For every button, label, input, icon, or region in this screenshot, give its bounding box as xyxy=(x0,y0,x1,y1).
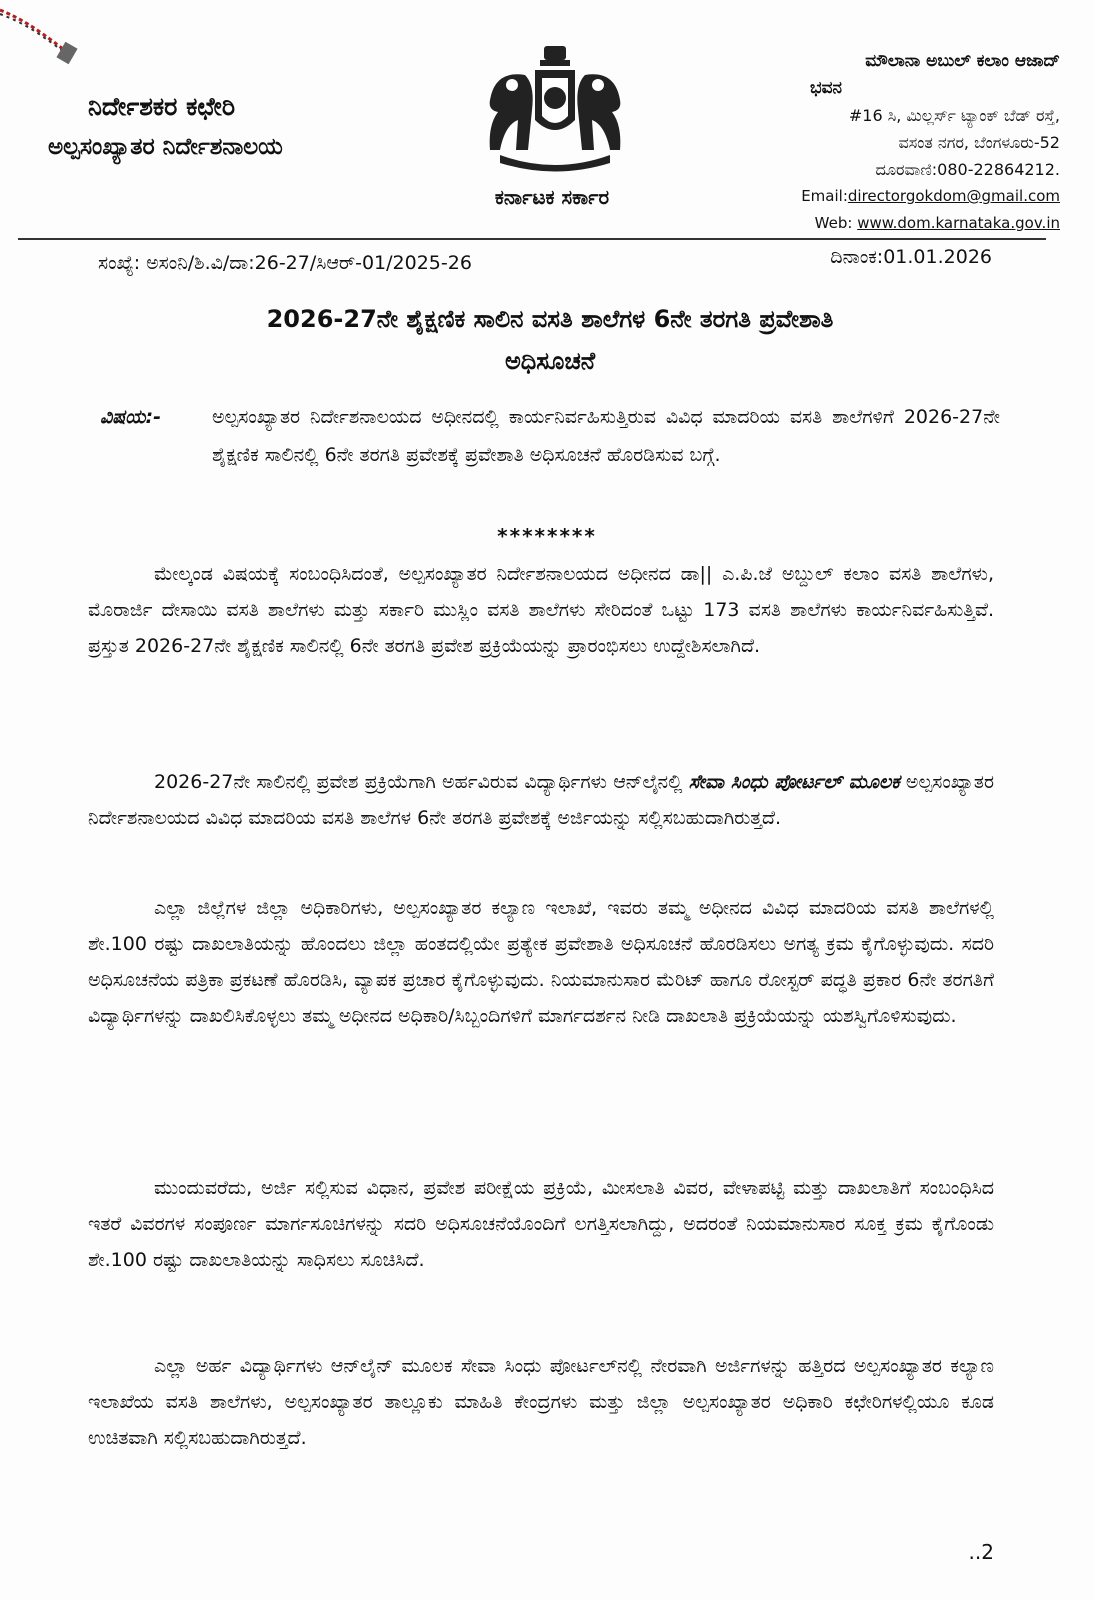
government-name: ಕರ್ನಾಟಕ ಸರ್ಕಾರ xyxy=(494,185,610,209)
subject-block xyxy=(100,398,1000,474)
separator: ******** xyxy=(497,524,597,548)
phone-number: ದೂರವಾಣಿ:080-22864212. xyxy=(875,160,1060,179)
subject-label: ವಿಷಯ:- xyxy=(100,406,162,428)
paragraph-1: ಮೇಲ್ಕಂಡ ವಿಷಯಕ್ಕೆ ಸಂಬಂಧಿಸಿದಂತೆ, ಅಲ್ಪಸಂಖ್ಯಾತರ ನಿರ್ದೇಶನಾಲಯದ ಅಧೀನದ ಡಾ|| ಎ.ಪಿ.ಜೆ ಅಬ್ದುಲ್ ಕಲಾಂ ವಸತಿ ಶಾಲೆಗಳು, ಮೊರಾರ್ಜಿ ದೇಸಾಯಿ ವಸತಿ ಶಾಲೆಗಳು ಮತ್ತು ಸರ್ಕಾರಿ ಮುಸ್ಲಿಂ ವಸತಿ ಶಾಲೆಗಳು ಸೇರಿದಂತೆ ಒಟ್ಟು 173 ವಸತಿ ಶಾಲೆಗಳು ಕಾರ್ಯನಿರ್ವಹಿಸುತ್ತಿವೆ. ಪ್ರಸ್ತುತ 2026-27ನೇ ಶೈಕ್ಷಣಿಕ ಸಾಲಿನಲ್ಲಿ 6ನೇ ತರಗತಿ ಪ್ರವೇಶ ಪ್ರಕ್ರಿಯೆಯನ್ನು ಪ್ರಾರಂಭಿಸಲು ಉದ್ದೇಶಿಸಲಾಗಿದೆ. xyxy=(88,563,994,657)
paragraph-5: ಎಲ್ಲಾ ಅರ್ಹ ವಿದ್ಯಾರ್ಥಿಗಳು ಆನ್‌ಲೈನ್ ಮೂಲಕ ಸೇವಾ ಸಿಂಧು ಪೋರ್ಟಲ್‌ನಲ್ಲಿ ನೇರವಾಗಿ ಅರ್ಜಿಗಳನ್ನು ಹತ್ತಿರದ ಅಲ್ಪಸಂಖ್ಯಾತರ ಕಲ್ಯಾಣ ಇಲಾಖೆಯ ವಸತಿ ಶಾಲೆಗಳು, ಅಲ್ಪಸಂಖ್ಯಾತರ ತಾಲ್ಲೂಕು ಮಾಹಿತಿ ಕೇಂದ್ರಗಳು ಮತ್ತು ಜಿಲ್ಲಾ ಅಲ್ಪಸಂಖ್ಯಾತರ ಅಧಿಕಾರಿ ಕಛೇರಿಗಳಲ್ಲಿಯೂ ಕೂಡ ಉಚಿತವಾಗಿ ಸಲ್ಲಿಸಬಹುದಾಗಿರುತ್ತದೆ. xyxy=(88,1355,994,1449)
karnataka-emblem-icon xyxy=(480,40,630,175)
document-date: ದಿನಾಂಕ:01.01.2026 xyxy=(830,246,992,268)
page-number: ..2 xyxy=(968,1540,994,1564)
paragraph-2-start: 2026-27ನೇ ಸಾಲಿನಲ್ಲಿ ಪ್ರವೇಶ ಪ್ರಕ್ರಿಯೆಗಾಗಿ ಅರ್ಹವಿರುವ ವಿದ್ಯಾರ್ಥಿಗಳು ಆನ್‌ಲೈನಲ್ಲಿ xyxy=(154,771,689,793)
web-row xyxy=(730,210,1060,237)
address-line-1: #16 ಸಿ, ಮಿಲ್ಲರ್ಸ್ ಟ್ಯಾಂಕ್ ಬೆಡ್ ರಸ್ತೆ, xyxy=(848,106,1060,125)
notification-title xyxy=(120,298,980,382)
reference-number: ಸಂಖ್ಯೆ: ಅಸಂನಿ/ಶಿ.ವಿ/ದಾ:26-27/ಸಿಆರ್-01/2025-26 xyxy=(98,252,472,274)
paragraph-4: ಮುಂದುವರೆದು, ಅರ್ಜಿ ಸಲ್ಲಿಸುವ ವಿಧಾನ, ಪ್ರವೇಶ ಪರೀಕ್ಷೆಯ ಪ್ರಕ್ರಿಯೆ, ಮೀಸಲಾತಿ ವಿವರ, ವೇಳಾಪಟ್ಟಿ ಮತ್ತು ದಾಖಲಾತಿಗೆ ಸಂಬಂಧಿಸಿದ ಇತರೆ ವಿವರಗಳ ಸಂಪೂರ್ಣ ಮಾರ್ಗಸೂಚಿಗಳನ್ನು ಸದರಿ ಅಧಿಸೂಚನೆಯೊಂದಿಗೆ ಲಗತ್ತಿಸಲಾಗಿದ್ದು, ಅದರಂತೆ ನಿಯಮಾನುಸಾರ ಸೂಕ್ತ ಕ್ರಮ ಕೈಗೊಂಡು ಶೇ.100 ರಷ್ಟು ದಾಖಲಾತಿಯನ್ನು ಸಾಧಿಸಲು ಸೂಚಿಸಿದೆ. xyxy=(88,1177,994,1271)
web-link[interactable]: www.dom.karnataka.gov.in xyxy=(857,214,1060,232)
header-divider xyxy=(18,238,1046,240)
seva-sindhu-emphasis: ಸೇವಾ ಸಿಂಧು ಪೋರ್ಟಲ್ ಮೂಲಕ xyxy=(688,771,900,793)
department-name: ಅಲ್ಪಸಂಖ್ಯಾತರ ನಿರ್ದೇಶನಾಲಯ xyxy=(48,134,283,160)
building-name: ಮೌಲಾನಾ ಅಬುಲ್ ಕಲಾಂ ಆಜಾದ್ xyxy=(865,51,1060,71)
building-name-2: ಭವನ xyxy=(810,78,842,98)
address-block xyxy=(730,48,1060,237)
thread-tag-icon xyxy=(0,0,90,80)
email-row xyxy=(730,183,1060,210)
title-line-1: 2026-27ನೇ ಶೈಕ್ಷಣಿಕ ಸಾಲಿನ ವಸತಿ ಶಾಲೆಗಳ 6ನೇ ತರಗತಿ ಪ್ರವೇಶಾತಿ xyxy=(266,305,834,333)
paragraph-2-end: ಅಲ್ಪಸಂಖ್ಯಾತರ ನಿರ್ದೇಶನಾಲಯದ ವಿವಿಧ ಮಾದರಿಯ ವಸತಿ ಶಾಲೆಗಳ 6ನೇ ತರಗತಿ ಪ್ರವೇಶಕ್ಕೆ ಅರ್ಜಿಯನ್ನು ಸಲ್ಲಿಸಬಹುದಾಗಿರುತ್ತದೆ. xyxy=(88,771,995,829)
email-link[interactable]: directorgokdom@gmail.com xyxy=(847,187,1060,205)
paragraph-2 xyxy=(88,764,994,836)
office-name: ನಿರ್ದೇಶಕರ ಕಛೇರಿ xyxy=(88,92,236,121)
email-label: Email: xyxy=(801,187,848,205)
address-line-2: ವಸಂತ ನಗರ, ಬೆಂಗಳೂರು-52 xyxy=(898,133,1060,152)
office-block xyxy=(48,92,388,160)
subject-text: ಅಲ್ಪಸಂಖ್ಯಾತರ ನಿರ್ದೇಶನಾಲಯದ ಅಧೀನದಲ್ಲಿ ಕಾರ್ಯನಿರ್ವಹಿಸುತ್ತಿರುವ ವಿವಿಧ ಮಾದರಿಯ ವಸತಿ ಶಾಲೆಗಳಿಗೆ 2026-27ನೇ ಶೈಕ್ಷಣಿಕ ಸಾಲಿನಲ್ಲಿ 6ನೇ ತರಗತಿ ಪ್ರವೇಶಕ್ಕೆ ಪ್ರವೇಶಾತಿ ಅಧಿಸೂಚನೆ ಹೊರಡಿಸುವ ಬಗ್ಗೆ. xyxy=(212,406,1000,466)
title-line-2: ಅಧಿಸೂಚನೆ xyxy=(504,347,596,375)
web-label: Web: xyxy=(814,214,858,232)
paragraph-3: ಎಲ್ಲಾ ಜಿಲ್ಲೆಗಳ ಜಿಲ್ಲಾ ಅಧಿಕಾರಿಗಳು, ಅಲ್ಪಸಂಖ್ಯಾತರ ಕಲ್ಯಾಣ ಇಲಾಖೆ, ಇವರು ತಮ್ಮ ಅಧೀನದ ವಿವಿಧ ಮಾದರಿಯ ವಸತಿ ಶಾಲೆಗಳಲ್ಲಿ ಶೇ.100 ರಷ್ಟು ದಾಖಲಾತಿಯನ್ನು ಹೊಂದಲು ಜಿಲ್ಲಾ ಹಂತದಲ್ಲಿಯೇ ಪ್ರತ್ಯೇಕ ಪ್ರವೇಶಾತಿ ಅಧಿಸೂಚನೆ ಹೊರಡಿಸಲು ಅಗತ್ಯ ಕ್ರಮ ಕೈಗೊಳ್ಳುವುದು. ಸದರಿ ಅಧಿಸೂಚನೆಯ ಪತ್ರಿಕಾ ಪ್ರಕಟಣೆ ಹೊರಡಿಸಿ, ವ್ಯಾಪಕ ಪ್ರಚಾರ ಕೈಗೊಳ್ಳುವುದು. ನಿಯಮಾನುಸಾರ ಮೆರಿಟ್ ಹಾಗೂ ರೋಸ್ಟರ್ ಪದ್ಧತಿ ಪ್ರಕಾರ 6ನೇ ತರಗತಿಗೆ ವಿದ್ಯಾರ್ಥಿಗಳನ್ನು ದಾಖಲಿಸಿಕೊಳ್ಳಲು ತಮ್ಮ ಅಧೀನದ ಅಧಿಕಾರಿ/ಸಿಬ್ಬಂದಿಗಳಿಗೆ ಮಾರ್ಗದರ್ಶನ ನೀಡಿ ದಾಖಲಾತಿ ಪ್ರಕ್ರಿಯೆಯನ್ನು ಯಶಸ್ವಿಗೊಳಿಸುವುದು. xyxy=(88,897,994,1027)
